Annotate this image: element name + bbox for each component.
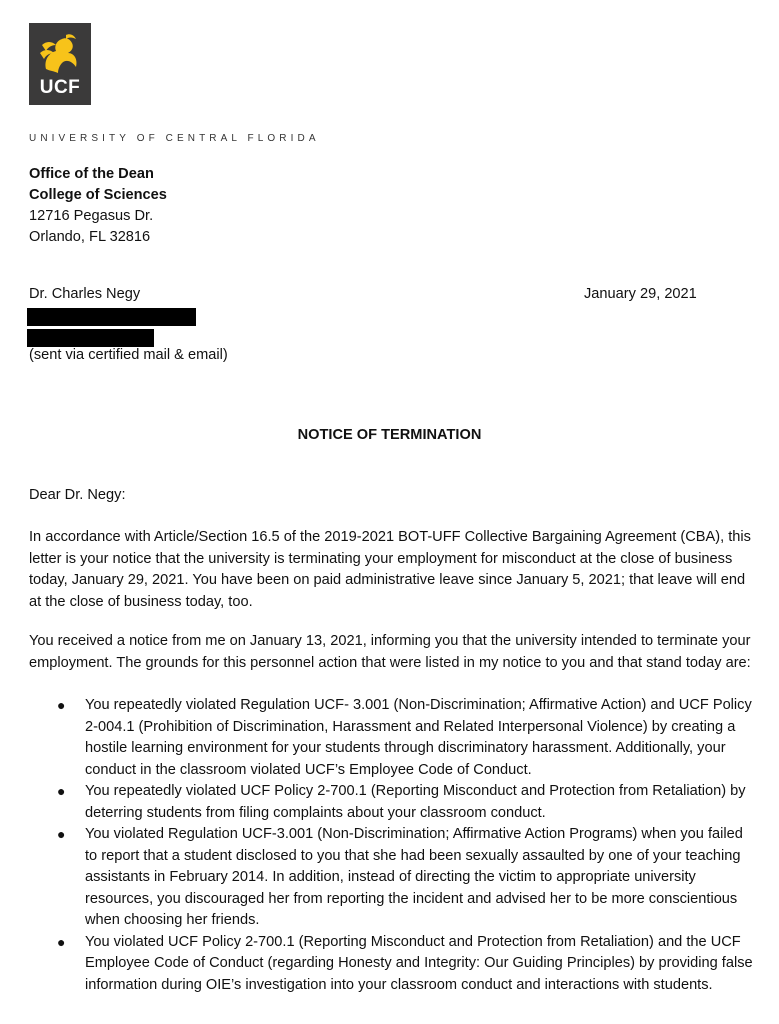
sender-line-2: College of Sciences bbox=[29, 187, 167, 203]
list-item-text: You repeatedly violated UCF Policy 2-700.1 (Reporting Misconduct and Protection from Retaliation) by deterring students from filing complaints about your classroom conduct. bbox=[85, 783, 746, 821]
sender-line-4: Orlando, FL 32816 bbox=[29, 229, 151, 245]
list-item bbox=[29, 824, 753, 932]
delivery-note: (sent via certified mail & email) bbox=[29, 347, 228, 363]
list-item bbox=[29, 695, 753, 781]
bullet-icon: ● bbox=[57, 826, 66, 842]
bullet-icon: ● bbox=[57, 697, 66, 713]
letter-date: January 29, 2021 bbox=[584, 286, 697, 302]
pegasus-icon bbox=[36, 31, 84, 75]
grounds-list bbox=[29, 695, 753, 996]
ucf-logo bbox=[29, 23, 91, 105]
list-item-text: You repeatedly violated Regulation UCF- 3.001 (Non-Discrimination; Affirmative Action) and UCF Policy 2-004.1 (Prohibition of Discrimination, Harassment and Related Interpersonal Violence) by creating a hostile learning environment for your students through discriminatory harassment. Additionally, your conduct in the classroom violated UCF’s Employee Code of Conduct. bbox=[85, 697, 752, 778]
sender-line-3: 12716 Pegasus Dr. bbox=[29, 208, 154, 224]
university-name: UNIVERSITY OF CENTRAL FLORIDA bbox=[29, 133, 320, 144]
list-item-text: You violated UCF Policy 2-700.1 (Reporting Misconduct and Protection from Retaliation) and the UCF Employee Code of Conduct (regarding Honesty and Integrity: Our Guiding Principles) by providing false information during OIE’s investigation into your classroom conduct and interactions with students. bbox=[85, 933, 753, 993]
list-item-text: You violated Regulation UCF-3.001 (Non-Discrimination; Affirmative Action Programs) when you failed to report that a student disclosed to you that she had been sexually assaulted by one of your teaching assistants in February 2014. In addition, instead of directing the victim to appropriate university resources, you discouraged her from reporting the incident and advised her to be more conscientious when choosing her friends. bbox=[85, 826, 743, 928]
document-title: NOTICE OF TERMINATION bbox=[297, 427, 482, 443]
sender-line-1: Office of the Dean bbox=[29, 166, 154, 182]
list-item bbox=[29, 932, 753, 997]
bullet-icon: ● bbox=[57, 933, 66, 950]
logo-text: UCF bbox=[39, 77, 81, 98]
recipient-name: Dr. Charles Negy bbox=[29, 286, 141, 302]
paragraph-1: In accordance with Article/Section 16.5 of the 2019-2021 BOT-UFF Collective Bargaining Agreement (CBA), this letter is your notice that the university is terminating your employment for misconduct at the close of business today, January 29, 2021. You have been on paid administrative leave since January 5, 2021; that leave will end at the close of business today, too. bbox=[29, 529, 751, 610]
list-item bbox=[29, 781, 753, 824]
salutation: Dear Dr. Negy: bbox=[29, 487, 126, 503]
redacted-address-line-1 bbox=[27, 308, 196, 326]
paragraph-2: You received a notice from me on January 13, 2021, informing you that the university intended to terminate your employment. The grounds for this personnel action that were listed in my notice to you and that stand today are: bbox=[29, 633, 751, 671]
bullet-icon: ● bbox=[57, 783, 66, 799]
